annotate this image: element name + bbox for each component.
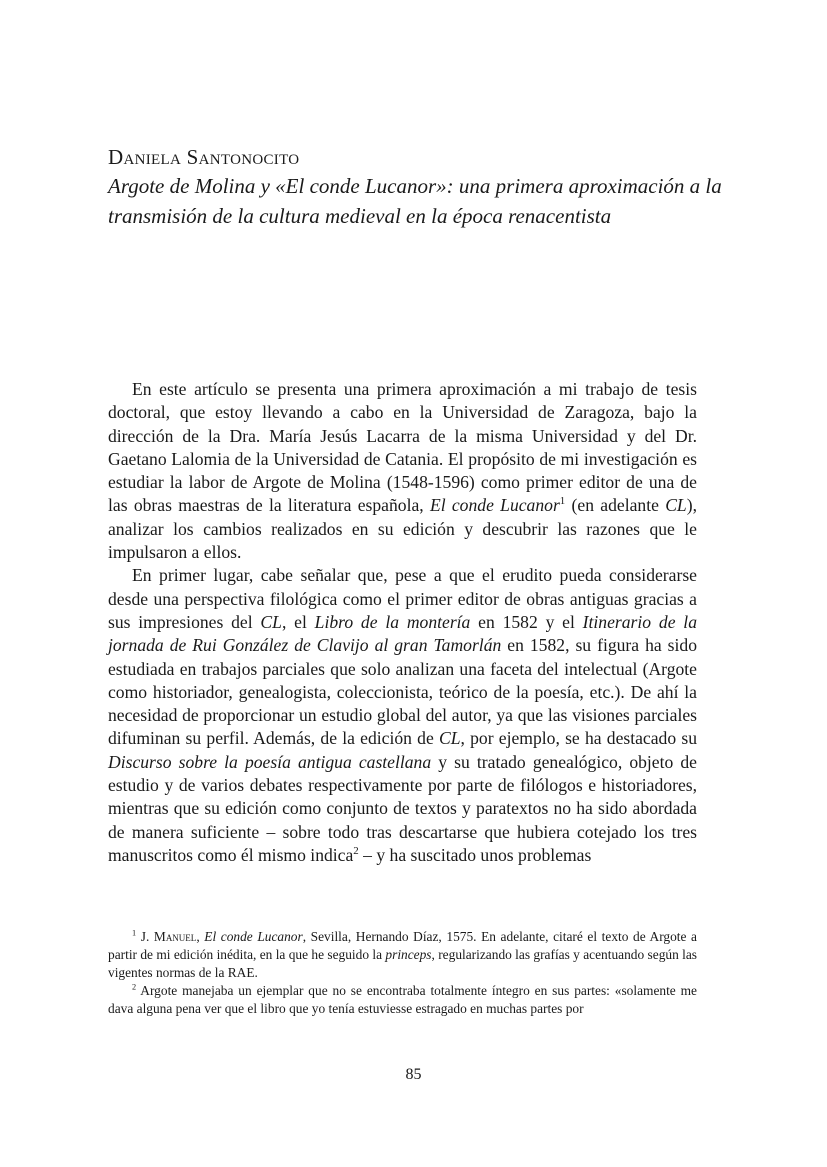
footnote-1 bbox=[108, 928, 697, 982]
text-run: En primer lugar, cabe señalar que, pese a que el erudito pueda considerarse desde una perspectiva filológica como el primer editor de obras antiguas gracias a sus impresiones del bbox=[108, 565, 697, 632]
footnote-ref-1[interactable]: 1 bbox=[559, 495, 566, 508]
text-run: En este artículo se presenta una primera aproximación a mi trabajo de tesis doctoral, que estoy llevando a cabo en la Universidad de Zaragoza, bajo la dirección de la Dra. María Jesús Lacarra de la misma Universidad y del Dr. Gaetano Lalomia de la Universidad de Catania. El propósito de mi investigación es estudiar la labor de Argote de Molina (1548-1596) como primer editor de una de las obras maestras de la literatura española, bbox=[108, 379, 697, 516]
footnotes bbox=[108, 928, 697, 1018]
text-run: en 1582, su figura ha sido estudiada en trabajos parciales que solo analizan una faceta del intelectual (Argote como historiador, genealogista, coleccionista, teórico de la poesía, etc.). De ahí la necesidad de proporcionar un estudio global del autor, ya que las visiones parciales difuminan su perfil. Además, de la edición de bbox=[108, 635, 698, 749]
footnote-2 bbox=[108, 982, 697, 1018]
text-run: J. bbox=[136, 929, 154, 944]
work-title: El conde Lucanor bbox=[429, 495, 560, 516]
author-surname: Manuel bbox=[153, 929, 197, 944]
work-title: El conde Lucanor bbox=[204, 929, 303, 944]
text-run: (en adelante bbox=[565, 495, 666, 516]
text-run: , bbox=[196, 929, 205, 944]
body-text bbox=[108, 378, 697, 867]
footnote-number: 2 bbox=[132, 982, 137, 992]
text-run: , por ejemplo, se ha destacado su bbox=[460, 728, 697, 749]
latin-term: princeps bbox=[385, 947, 432, 962]
paragraph-1 bbox=[108, 378, 697, 564]
text-run: – y ha suscitado unos problemas bbox=[358, 844, 592, 865]
work-title: Itinerario de la jornada de Rui González de Clavijo al gran Tamorlán bbox=[108, 611, 697, 656]
text-run: Argote manejaba un ejemplar que no se encontraba totalmente íntegro en sus partes: «solamente me dava alguna pena ver que el libro que yo tenía estuviesse estragado en muchas partes por bbox=[108, 983, 697, 1016]
footnote-number: 1 bbox=[132, 928, 137, 938]
paragraph-2 bbox=[108, 564, 697, 867]
abbreviation: CL bbox=[438, 728, 461, 749]
abbreviation: CL bbox=[260, 611, 282, 632]
abbreviation: CL bbox=[665, 495, 687, 516]
work-title: Libro de la montería bbox=[314, 611, 471, 632]
text-run: ), analizar los cambios realizados en su edición y descubrir las razones que le impulsaron a ellos. bbox=[108, 495, 697, 563]
text-run: en 1582 y el bbox=[470, 611, 583, 632]
text-run: , Sevilla, Hernando Díaz, 1575. En adelante, citaré el texto de Argote a partir de mi edición inédita, en la que he seguido la bbox=[108, 929, 698, 962]
page-number: 85 bbox=[405, 1066, 422, 1083]
article-title: Argote de Molina y «El conde Lucanor»: una primera aproximación a la transmisión de la cultura medieval en la época renacentista bbox=[108, 174, 722, 228]
author-name: Daniela Santonocito bbox=[108, 145, 300, 169]
footnote-ref-2[interactable]: 2 bbox=[353, 845, 359, 858]
article-header bbox=[108, 144, 728, 231]
text-run: , regularizando las grafías y acentuando según las vigentes normas de la RAE. bbox=[108, 947, 698, 980]
text-run: , el bbox=[281, 611, 315, 632]
work-title: Discurso sobre la poesía antigua castellana bbox=[108, 751, 432, 772]
text-run: y su tratado genealógico, objeto de estudio y de varios debates respectivamente por parte de filólogos e historiadores, mientras que su edición como conjunto de textos y paratextos no ha sido abordada de manera suficiente – sobre todo tras descartarse que hubiera cotejado los tres manuscritos como él mismo indica bbox=[108, 751, 697, 865]
